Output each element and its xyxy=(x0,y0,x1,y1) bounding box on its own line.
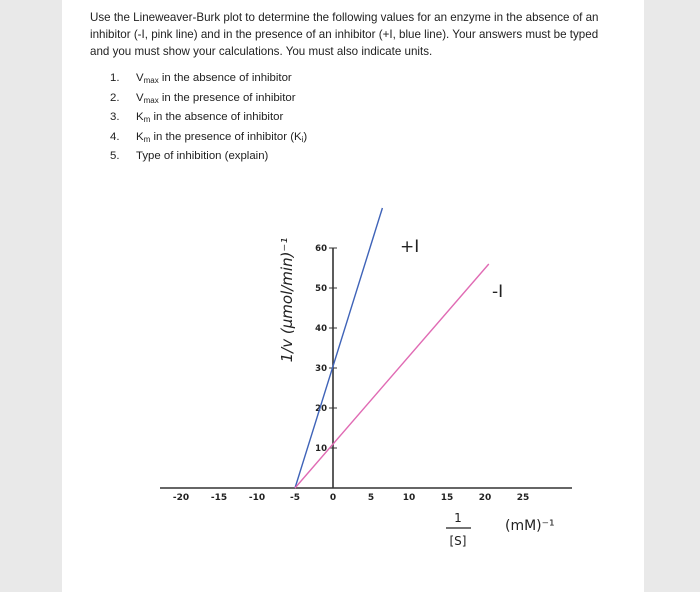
x-tick-label: 15 xyxy=(440,493,454,503)
x-tick-label: -20 xyxy=(172,493,190,503)
y-tick-label: 40 xyxy=(315,324,327,334)
instructions-text: Use the Lineweaver-Burk plot to determine the following values for an enzyme in the absence of an inhibitor (-I, pink line) and in the presence of an inhibitor (+I, blue line). Your answers must be typed and you must show your calculations. You must also indicate units. xyxy=(90,11,599,58)
x-tick-label: 5 xyxy=(367,493,375,503)
series-line-minus-inhibitor xyxy=(295,264,489,488)
question-item: 1. $V_{max}$ in the absence of inhibitor xyxy=(110,72,292,85)
y-axis-label: 1/v (μmol/min)⁻¹ xyxy=(278,237,296,363)
y-tick-label: 30 xyxy=(315,364,327,374)
y-tick-label: 60 xyxy=(315,244,327,254)
series-line-plus-inhibitor xyxy=(295,208,382,488)
y-tick-label: 10 xyxy=(315,444,327,454)
x-tick-label: -5 xyxy=(290,493,300,503)
x-tick-label: -15 xyxy=(210,493,228,503)
x-tick-label: 20 xyxy=(478,493,492,503)
x-tick-label: 25 xyxy=(516,493,530,503)
x-label-numerator: 1 xyxy=(454,511,462,525)
y-tick-label: 50 xyxy=(315,284,327,294)
x-label-units: (mM)⁻¹ xyxy=(505,518,555,534)
question-item: 5. Type of inhibition (explain) xyxy=(110,150,269,163)
x-tick-group xyxy=(173,493,529,503)
x-tick-label: 0 xyxy=(329,493,337,503)
x-tick-label: 10 xyxy=(402,493,416,503)
x-label-denominator: [S] xyxy=(449,534,467,548)
question-item: 3. $K_m$ in the absence of inhibitor xyxy=(110,111,284,125)
y-tick-label: 20 xyxy=(315,404,327,414)
series-label-plus-i: +I xyxy=(400,237,420,257)
x-tick-label: -10 xyxy=(248,493,266,503)
question-item: 2. $V_{max}$ in the presence of inhibitor xyxy=(110,91,296,105)
series-label-minus-i: -I xyxy=(492,282,504,302)
question-item: 4. $K_m$ in the presence of inhibitor $(K_i)$ xyxy=(110,130,308,144)
